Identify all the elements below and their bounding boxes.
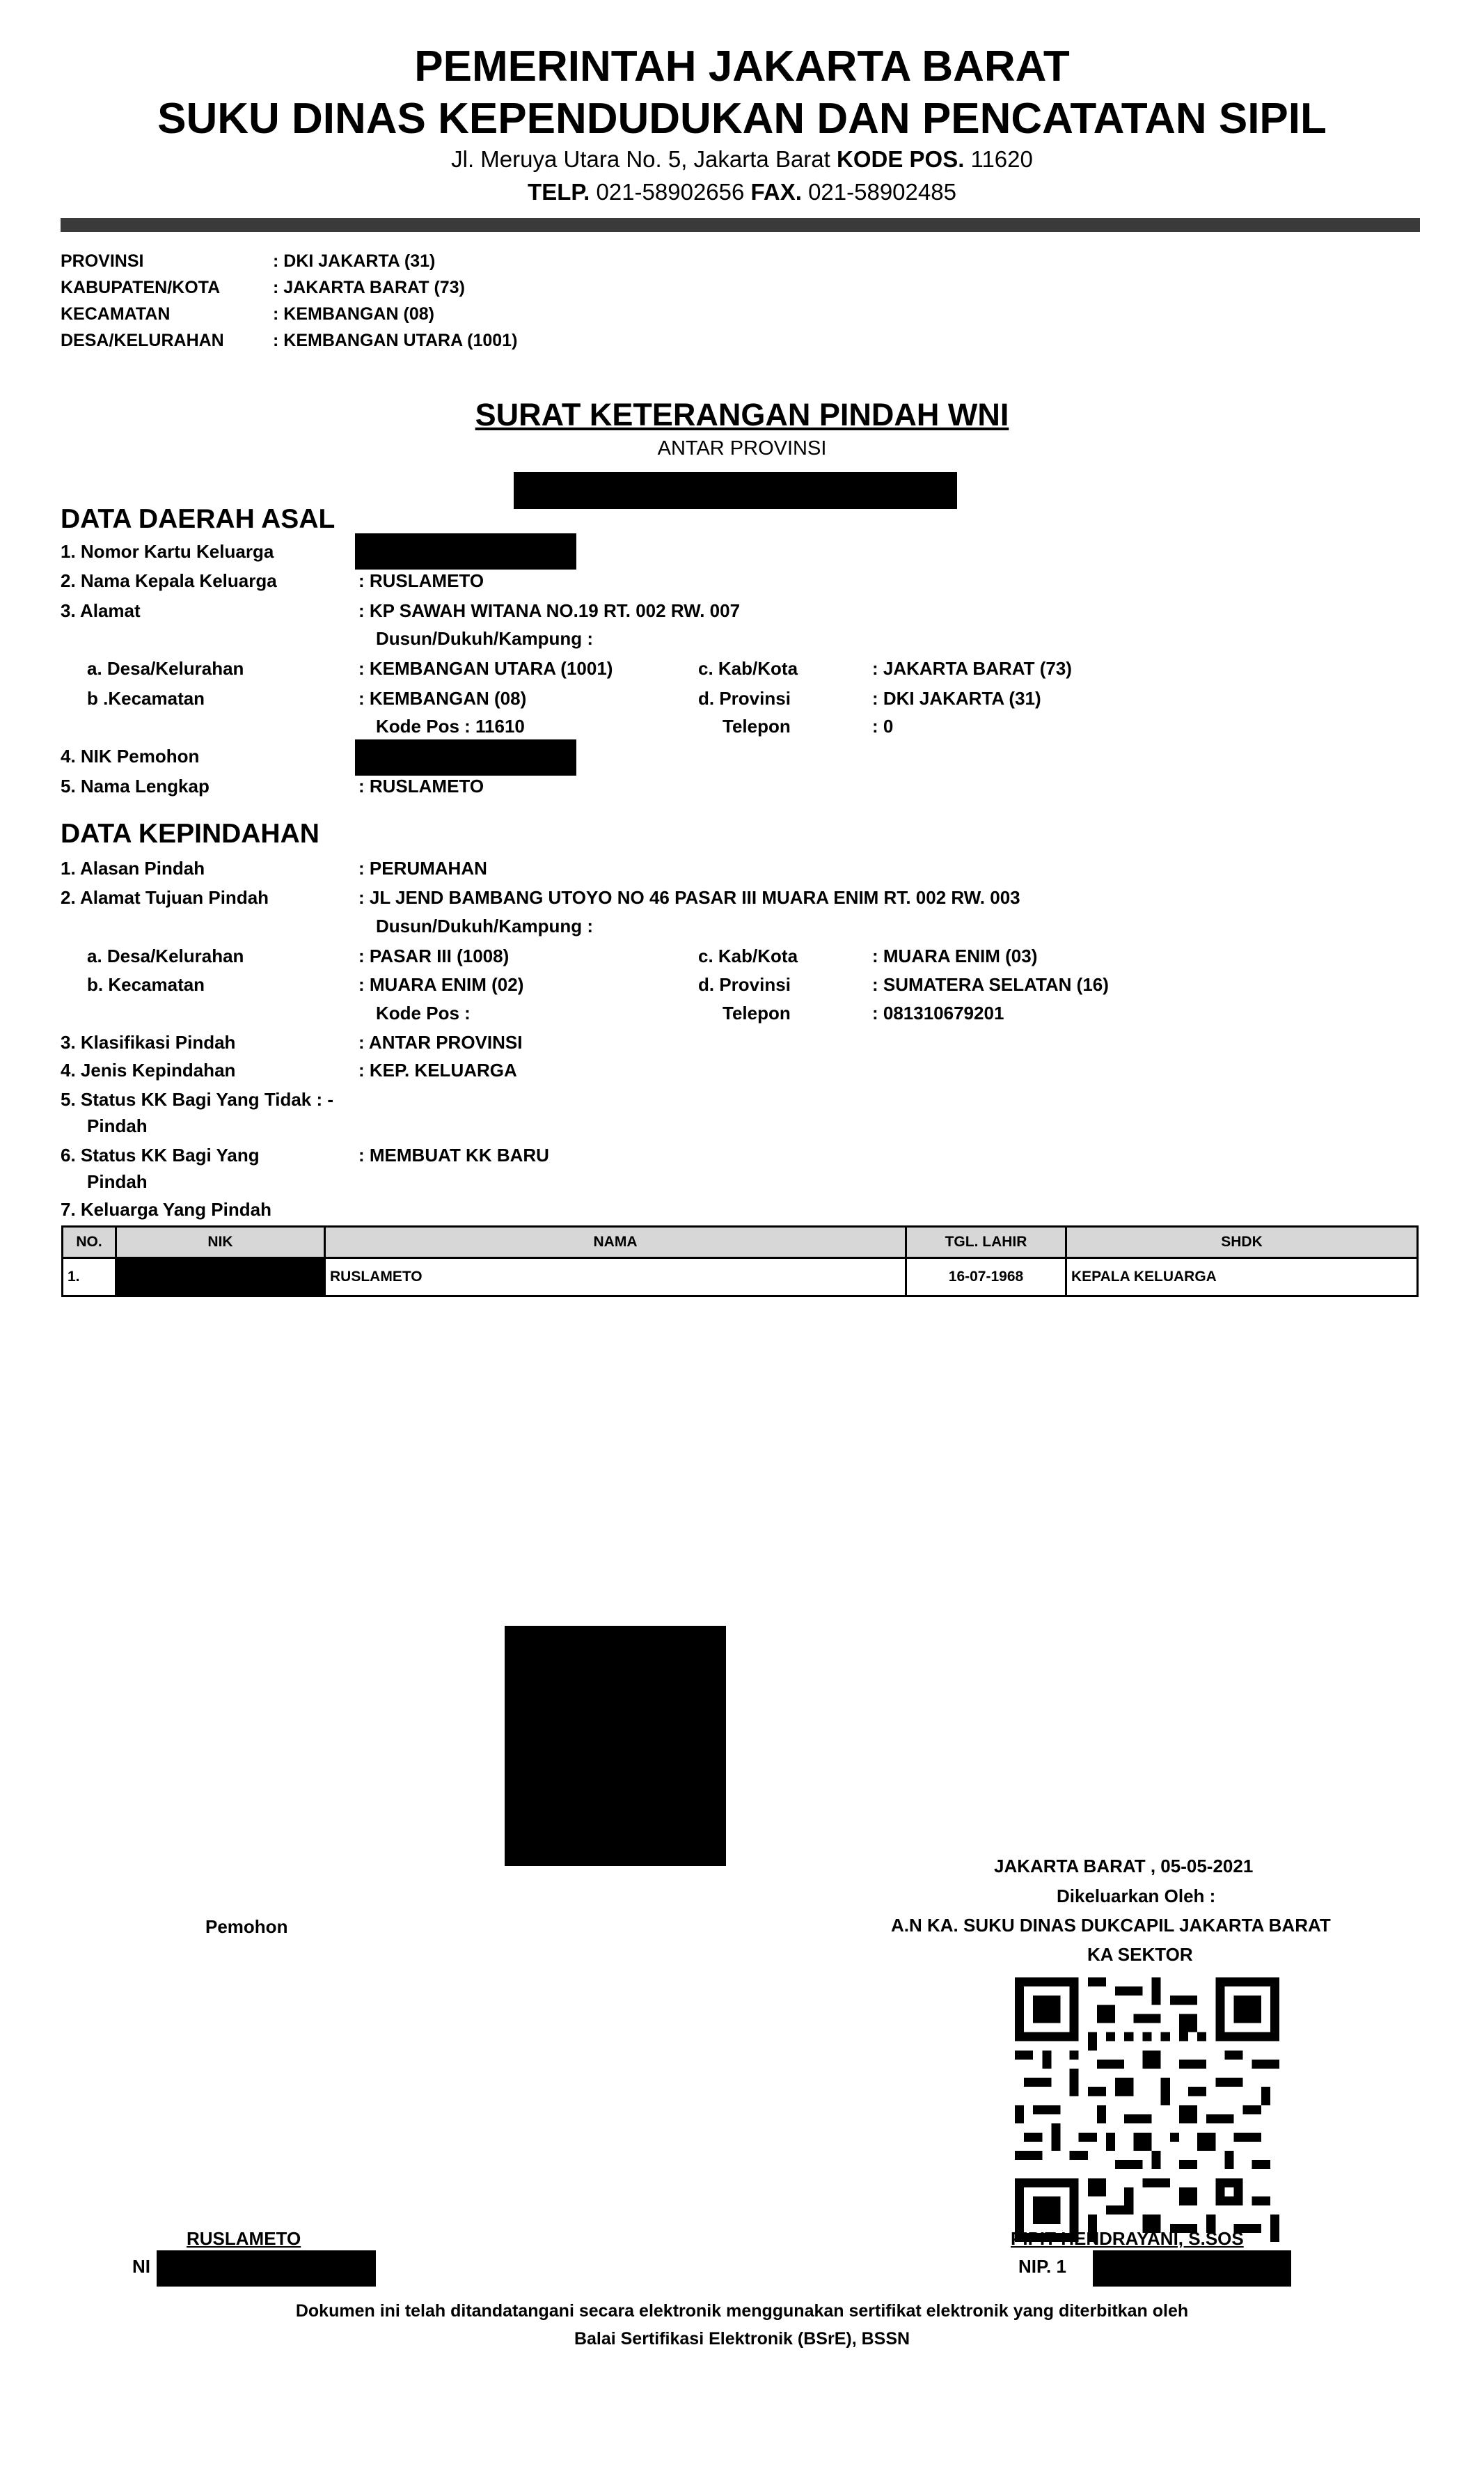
asal-desa-label: a. Desa/Kelurahan bbox=[87, 658, 244, 679]
esign-note-line1: Dokumen ini telah ditandatangani secara elektronik menggunakan sertifikat elektronik yang diterbitkan oleh bbox=[295, 2301, 1189, 2321]
pindah-kecamatan-value: : MUARA ENIM (02) bbox=[358, 974, 524, 995]
redacted-document-number bbox=[514, 472, 957, 509]
official-name: PIPIT HENDRAYANI, S.SOS bbox=[1011, 2228, 1244, 2249]
pindah-kabkota-label: c. Kab/Kota bbox=[698, 946, 798, 966]
fax-value: 021-58902485 bbox=[808, 179, 956, 205]
asal-desa-value: : KEMBANGAN UTARA (1001) bbox=[358, 658, 613, 679]
asal-provinsi-label: d. Provinsi bbox=[698, 688, 791, 709]
pindah-jenis-value: : KEP. KELUARGA bbox=[358, 1060, 517, 1081]
header-contact bbox=[0, 179, 1484, 205]
asal-kabkota-value: : JAKARTA BARAT (73) bbox=[872, 658, 1072, 679]
cell-nama: RUSLAMETO bbox=[325, 1258, 906, 1296]
cell-shdk: KEPALA KELUARGA bbox=[1066, 1258, 1418, 1296]
pindah-alasan-value: : PERUMAHAN bbox=[358, 858, 487, 879]
asal-kecamatan-label: b .Kecamatan bbox=[87, 688, 205, 709]
redacted-photo bbox=[505, 1626, 726, 1866]
pindah-alamat-value: : JL JEND BAMBANG UTOYO NO 46 PASAR III MUARA ENIM RT. 002 RW. 003 bbox=[358, 887, 1020, 908]
pindah-jenis-label: 4. Jenis Kepindahan bbox=[61, 1060, 236, 1081]
asal-kepala-label: 2. Nama Kepala Keluarga bbox=[61, 570, 277, 591]
cell-nik bbox=[116, 1258, 325, 1296]
an-kasudin: A.N KA. SUKU DINAS DUKCAPIL JAKARTA BARAT bbox=[891, 1915, 1331, 1936]
pemohon-name: RUSLAMETO bbox=[187, 2228, 301, 2249]
pindah-telepon-label: Telepon bbox=[723, 1003, 791, 1024]
region-value: : JAKARTA BARAT (73) bbox=[273, 278, 465, 297]
asal-alamat-value: : KP SAWAH WITANA NO.19 RT. 002 RW. 007 bbox=[358, 600, 741, 621]
region-block bbox=[61, 248, 517, 354]
document-subtitle: ANTAR PROVINSI bbox=[657, 437, 827, 460]
asal-telepon-value: : 0 bbox=[872, 716, 894, 737]
pindah-desa-label: a. Desa/Kelurahan bbox=[87, 946, 244, 966]
redacted-kk-number bbox=[355, 533, 576, 570]
asal-kodepos: Kode Pos : 11610 bbox=[376, 716, 525, 737]
redacted-pemohon-nik bbox=[157, 2250, 376, 2287]
asal-provinsi-value: : DKI JAKARTA (31) bbox=[872, 688, 1041, 709]
redacted-nik bbox=[117, 1259, 324, 1295]
region-row bbox=[61, 327, 517, 354]
col-header-shdk: SHDK bbox=[1066, 1227, 1418, 1258]
keluarga-table bbox=[61, 1225, 1419, 1297]
status-tidak-value: - bbox=[327, 1089, 334, 1110]
ka-sektor: KA SEKTOR bbox=[1087, 1944, 1193, 1965]
redacted-nik-pemohon bbox=[355, 739, 576, 776]
dikeluarkan-oleh: Dikeluarkan Oleh : bbox=[1057, 1886, 1216, 1906]
telp-value: 021-58902656 bbox=[596, 179, 745, 205]
pindah-status-yang-label-cont: Pindah bbox=[87, 1171, 148, 1192]
pindah-klasifikasi-label: 3. Klasifikasi Pindah bbox=[61, 1032, 236, 1053]
pindah-status-tidak-label-cont: Pindah bbox=[87, 1115, 148, 1136]
table-row bbox=[63, 1258, 1418, 1296]
asal-telepon-label: Telepon bbox=[723, 716, 791, 737]
asal-nik-label: 4. NIK Pemohon bbox=[61, 746, 200, 767]
section-heading-kepindahan: DATA KEPINDAHAN bbox=[61, 819, 319, 849]
fax-label: FAX. bbox=[750, 179, 802, 205]
region-value: : KEMBANGAN UTARA (1001) bbox=[273, 331, 518, 350]
place-date: JAKARTA BARAT , 05-05-2021 bbox=[994, 1856, 1254, 1876]
pindah-keluarga-label: 7. Keluarga Yang Pindah bbox=[61, 1199, 271, 1220]
pindah-alamat-label: 2. Alamat Tujuan Pindah bbox=[61, 887, 269, 908]
col-header-nama: NAMA bbox=[325, 1227, 906, 1258]
redacted-official-nip bbox=[1093, 2250, 1291, 2287]
region-label: KECAMATAN bbox=[61, 304, 171, 324]
pemohon-nik-label: NI bbox=[132, 2256, 150, 2277]
pindah-status-yang-label: 6. Status KK Bagi Yang bbox=[61, 1145, 260, 1166]
pindah-klasifikasi-value: : ANTAR PROVINSI bbox=[358, 1032, 523, 1053]
status-tidak-label-text: 5. Status KK Bagi Yang Tidak : bbox=[61, 1089, 323, 1110]
qr-code-icon bbox=[1015, 1977, 1279, 2242]
col-header-no: NO. bbox=[63, 1227, 116, 1258]
pindah-alasan-label: 1. Alasan Pindah bbox=[61, 858, 205, 879]
header-address bbox=[0, 146, 1484, 173]
asal-kecamatan-value: : KEMBANGAN (08) bbox=[358, 688, 527, 709]
pindah-kodepos: Kode Pos : bbox=[376, 1003, 471, 1024]
esign-note-line2: Balai Sertifikasi Elektronik (BSrE), BSSN bbox=[574, 2329, 910, 2349]
asal-kabkota-label: c. Kab/Kota bbox=[698, 658, 798, 679]
kode-pos: 11620 bbox=[970, 146, 1033, 172]
pindah-status-yang-value: : MEMBUAT KK BARU bbox=[358, 1145, 549, 1166]
header-line1: PEMERINTAH JAKARTA BARAT bbox=[414, 42, 1070, 91]
pindah-provinsi-label: d. Provinsi bbox=[698, 974, 791, 995]
cell-tgl: 16-07-1968 bbox=[906, 1258, 1066, 1296]
asal-nama-value: : RUSLAMETO bbox=[358, 776, 484, 797]
official-nip-label: NIP. 1 bbox=[1018, 2256, 1066, 2277]
region-row bbox=[61, 274, 517, 301]
region-label: DESA/KELURAHAN bbox=[61, 331, 224, 350]
telp-label: TELP. bbox=[528, 179, 590, 205]
pemohon-label: Pemohon bbox=[205, 1916, 288, 1937]
cell-no: 1. bbox=[63, 1258, 116, 1296]
col-header-nik: NIK bbox=[116, 1227, 325, 1258]
asal-nama-label: 5. Nama Lengkap bbox=[61, 776, 210, 797]
table-header-row bbox=[63, 1227, 1418, 1258]
pindah-status-tidak-label bbox=[61, 1086, 333, 1113]
region-row bbox=[61, 301, 517, 327]
region-label: PROVINSI bbox=[61, 251, 144, 271]
pindah-dusun: Dusun/Dukuh/Kampung : bbox=[376, 916, 593, 936]
pindah-telepon-value: : 081310679201 bbox=[872, 1003, 1004, 1024]
header-line2: SUKU DINAS KEPENDUDUKAN DAN PENCATATAN SIPIL bbox=[157, 95, 1327, 143]
section-heading-asal: DATA DAERAH ASAL bbox=[61, 504, 336, 534]
pindah-kabkota-value: : MUARA ENIM (03) bbox=[872, 946, 1038, 966]
asal-alamat-label: 3. Alamat bbox=[61, 600, 141, 621]
region-label: KABUPATEN/KOTA bbox=[61, 278, 221, 297]
region-value: : DKI JAKARTA (31) bbox=[273, 251, 436, 271]
header-rule bbox=[61, 218, 1420, 232]
pindah-desa-value: : PASAR III (1008) bbox=[358, 946, 510, 966]
asal-dusun: Dusun/Dukuh/Kampung : bbox=[376, 628, 593, 649]
kode-pos-label: KODE POS. bbox=[837, 146, 965, 172]
region-value: : KEMBANGAN (08) bbox=[273, 304, 434, 324]
address-text: Jl. Meruya Utara No. 5, Jakarta Barat bbox=[451, 146, 830, 172]
pindah-kecamatan-label: b. Kecamatan bbox=[87, 974, 205, 995]
pindah-provinsi-value: : SUMATERA SELATAN (16) bbox=[872, 974, 1109, 995]
region-row bbox=[61, 248, 517, 274]
col-header-tgl: TGL. LAHIR bbox=[906, 1227, 1066, 1258]
asal-kepala-value: : RUSLAMETO bbox=[358, 570, 484, 591]
asal-kk-label: 1. Nomor Kartu Keluarga bbox=[61, 541, 274, 562]
document-title: SURAT KETERANGAN PINDAH WNI bbox=[475, 397, 1009, 432]
